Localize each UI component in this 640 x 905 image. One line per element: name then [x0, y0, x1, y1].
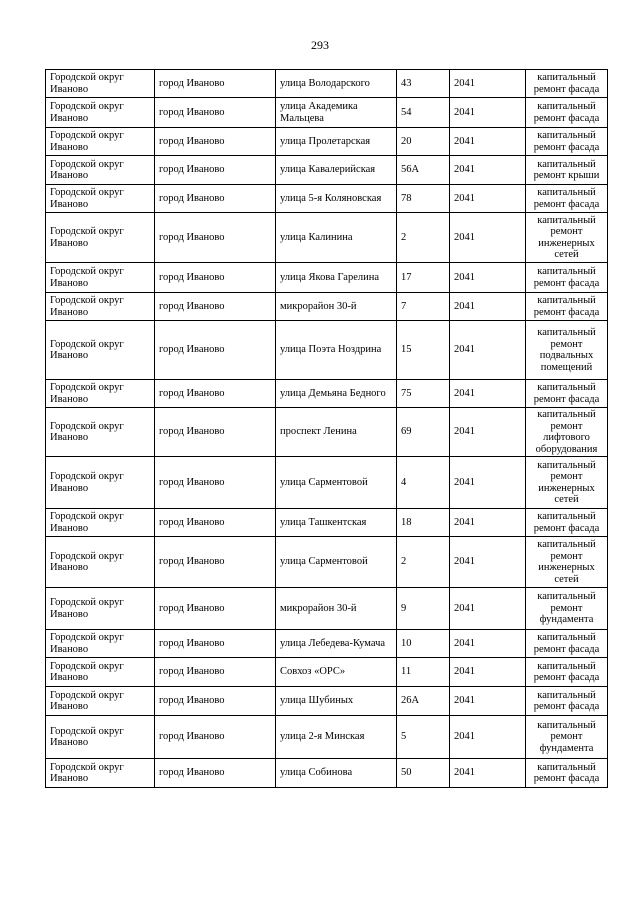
table-row	[46, 98, 608, 128]
street-cell: улица Академика Мальцева	[276, 98, 397, 128]
repair-type-cell: капитальный ремонт лифтового оборудования	[526, 408, 608, 457]
table-row	[46, 658, 608, 687]
table-row	[46, 185, 608, 213]
street-cell: улица Собинова	[276, 759, 397, 788]
city-cell: город Иваново	[155, 687, 276, 716]
house-number-cell: 75	[397, 380, 450, 408]
year-cell: 2041	[450, 70, 526, 98]
repair-type-cell: капитальный ремонт фасада	[526, 70, 608, 98]
district-cell: Городской округ Иваново	[46, 321, 155, 380]
table-row	[46, 759, 608, 788]
table-row	[46, 687, 608, 716]
repair-type-cell: капитальный ремонт инженерных сетей	[526, 537, 608, 588]
house-number-cell: 7	[397, 293, 450, 321]
house-number-cell: 2	[397, 537, 450, 588]
table-row	[46, 263, 608, 293]
table-row	[46, 630, 608, 658]
repair-type-cell: капитальный ремонт фасада	[526, 128, 608, 156]
city-cell: город Иваново	[155, 759, 276, 788]
table-row	[46, 128, 608, 156]
district-cell: Городской округ Иваново	[46, 98, 155, 128]
street-cell: улица Сарментовой	[276, 537, 397, 588]
table-row	[46, 509, 608, 537]
city-cell: город Иваново	[155, 630, 276, 658]
house-number-cell: 78	[397, 185, 450, 213]
street-cell: улица Кавалерийская	[276, 156, 397, 185]
street-cell: улица Володарского	[276, 70, 397, 98]
district-cell: Городской округ Иваново	[46, 658, 155, 687]
district-cell: Городской округ Иваново	[46, 630, 155, 658]
district-cell: Городской округ Иваново	[46, 70, 155, 98]
house-number-cell: 56А	[397, 156, 450, 185]
street-cell: проспект Ленина	[276, 408, 397, 457]
street-cell: улица Поэта Ноздрина	[276, 321, 397, 380]
repair-type-cell: капитальный ремонт фасада	[526, 630, 608, 658]
district-cell: Городской округ Иваново	[46, 213, 155, 263]
table-row	[46, 537, 608, 588]
district-cell: Городской округ Иваново	[46, 759, 155, 788]
street-cell: микрорайон 30-й	[276, 588, 397, 630]
city-cell: город Иваново	[155, 658, 276, 687]
street-cell: улица Лебедева-Кумача	[276, 630, 397, 658]
house-number-cell: 17	[397, 263, 450, 293]
house-number-cell: 4	[397, 457, 450, 509]
repair-type-cell: капитальный ремонт фасада	[526, 759, 608, 788]
repair-type-cell: капитальный ремонт фасада	[526, 658, 608, 687]
repair-type-cell: капитальный ремонт инженерных сетей	[526, 213, 608, 263]
city-cell: город Иваново	[155, 321, 276, 380]
table-row	[46, 213, 608, 263]
repair-schedule-table	[45, 69, 608, 788]
house-number-cell: 2	[397, 213, 450, 263]
city-cell: город Иваново	[155, 263, 276, 293]
repair-type-cell: капитальный ремонт фундамента	[526, 716, 608, 759]
repair-type-cell: капитальный ремонт фасада	[526, 263, 608, 293]
street-cell: улица Якова Гарелина	[276, 263, 397, 293]
district-cell: Городской округ Иваново	[46, 156, 155, 185]
repair-type-cell: капитальный ремонт фасада	[526, 509, 608, 537]
city-cell: город Иваново	[155, 509, 276, 537]
district-cell: Городской округ Иваново	[46, 380, 155, 408]
repair-type-cell: капитальный ремонт фасада	[526, 185, 608, 213]
table-row	[46, 408, 608, 457]
table-row	[46, 716, 608, 759]
house-number-cell: 10	[397, 630, 450, 658]
year-cell: 2041	[450, 588, 526, 630]
street-cell: Совхоз «ОРС»	[276, 658, 397, 687]
table-row	[46, 321, 608, 380]
year-cell: 2041	[450, 716, 526, 759]
year-cell: 2041	[450, 658, 526, 687]
district-cell: Городской округ Иваново	[46, 687, 155, 716]
year-cell: 2041	[450, 380, 526, 408]
house-number-cell: 9	[397, 588, 450, 630]
street-cell: улица Калинина	[276, 213, 397, 263]
street-cell: улица Демьяна Бедного	[276, 380, 397, 408]
street-cell: улица Сарментовой	[276, 457, 397, 509]
house-number-cell: 43	[397, 70, 450, 98]
district-cell: Городской округ Иваново	[46, 293, 155, 321]
district-cell: Городской округ Иваново	[46, 588, 155, 630]
street-cell: улица Пролетарская	[276, 128, 397, 156]
repair-type-cell: капитальный ремонт фасада	[526, 293, 608, 321]
city-cell: город Иваново	[155, 408, 276, 457]
city-cell: город Иваново	[155, 213, 276, 263]
table-row	[46, 293, 608, 321]
year-cell: 2041	[450, 98, 526, 128]
house-number-cell: 11	[397, 658, 450, 687]
house-number-cell: 15	[397, 321, 450, 380]
year-cell: 2041	[450, 128, 526, 156]
table-row	[46, 380, 608, 408]
year-cell: 2041	[450, 630, 526, 658]
year-cell: 2041	[450, 687, 526, 716]
city-cell: город Иваново	[155, 457, 276, 509]
street-cell: улица 5-я Коляновская	[276, 185, 397, 213]
table-row	[46, 588, 608, 630]
city-cell: город Иваново	[155, 128, 276, 156]
year-cell: 2041	[450, 457, 526, 509]
table-row	[46, 457, 608, 509]
page-number: 293	[311, 38, 329, 52]
house-number-cell: 20	[397, 128, 450, 156]
year-cell: 2041	[450, 293, 526, 321]
city-cell: город Иваново	[155, 537, 276, 588]
year-cell: 2041	[450, 509, 526, 537]
house-number-cell: 54	[397, 98, 450, 128]
table-row	[46, 156, 608, 185]
repair-type-cell: капитальный ремонт фасада	[526, 98, 608, 128]
year-cell: 2041	[450, 759, 526, 788]
city-cell: город Иваново	[155, 185, 276, 213]
district-cell: Городской округ Иваново	[46, 263, 155, 293]
district-cell: Городской округ Иваново	[46, 185, 155, 213]
house-number-cell: 5	[397, 716, 450, 759]
city-cell: город Иваново	[155, 588, 276, 630]
repair-type-cell: капитальный ремонт фасада	[526, 687, 608, 716]
table-body	[46, 70, 608, 788]
table-row	[46, 70, 608, 98]
house-number-cell: 50	[397, 759, 450, 788]
district-cell: Городской округ Иваново	[46, 537, 155, 588]
year-cell: 2041	[450, 537, 526, 588]
district-cell: Городской округ Иваново	[46, 457, 155, 509]
street-cell: улица Шубиных	[276, 687, 397, 716]
repair-type-cell: капитальный ремонт фасада	[526, 380, 608, 408]
year-cell: 2041	[450, 321, 526, 380]
district-cell: Городской округ Иваново	[46, 408, 155, 457]
year-cell: 2041	[450, 408, 526, 457]
city-cell: город Иваново	[155, 380, 276, 408]
street-cell: улица 2-я Минская	[276, 716, 397, 759]
house-number-cell: 69	[397, 408, 450, 457]
repair-type-cell: капитальный ремонт инженерных сетей	[526, 457, 608, 509]
house-number-cell: 18	[397, 509, 450, 537]
district-cell: Городской округ Иваново	[46, 128, 155, 156]
year-cell: 2041	[450, 185, 526, 213]
year-cell: 2041	[450, 156, 526, 185]
year-cell: 2041	[450, 263, 526, 293]
house-number-cell: 26А	[397, 687, 450, 716]
street-cell: микрорайон 30-й	[276, 293, 397, 321]
street-cell: улица Ташкентская	[276, 509, 397, 537]
year-cell: 2041	[450, 213, 526, 263]
city-cell: город Иваново	[155, 98, 276, 128]
repair-type-cell: капитальный ремонт крыши	[526, 156, 608, 185]
repair-type-cell: капитальный ремонт подвальных помещений	[526, 321, 608, 380]
district-cell: Городской округ Иваново	[46, 716, 155, 759]
city-cell: город Иваново	[155, 293, 276, 321]
city-cell: город Иваново	[155, 70, 276, 98]
repair-type-cell: капитальный ремонт фундамента	[526, 588, 608, 630]
city-cell: город Иваново	[155, 156, 276, 185]
city-cell: город Иваново	[155, 716, 276, 759]
district-cell: Городской округ Иваново	[46, 509, 155, 537]
